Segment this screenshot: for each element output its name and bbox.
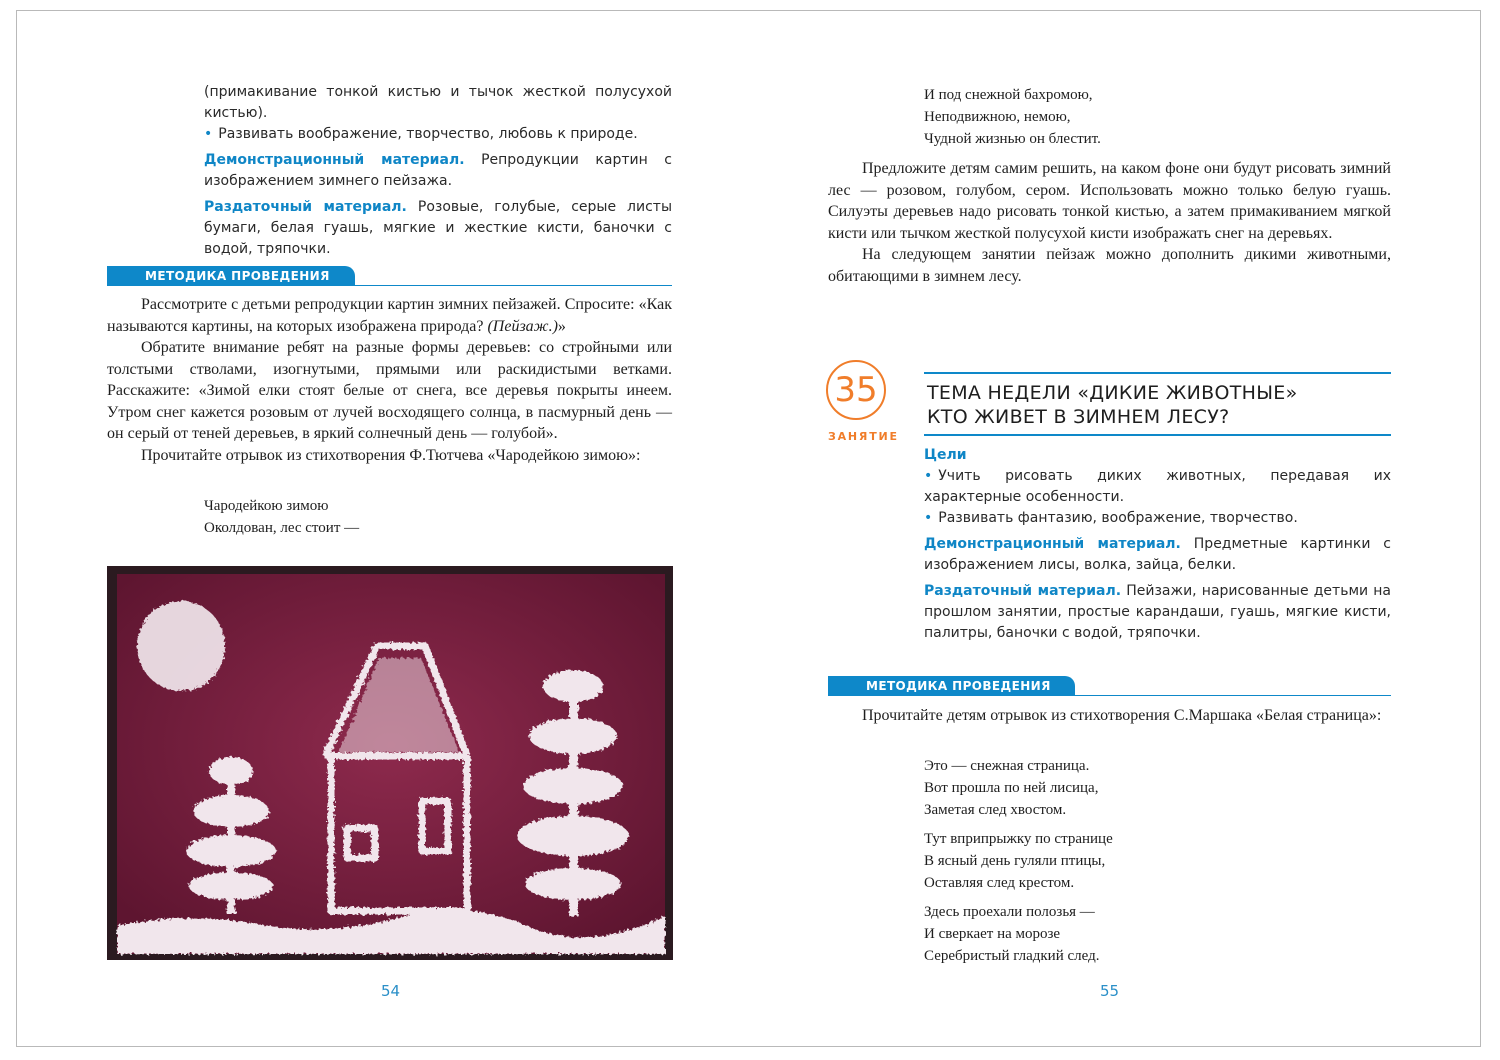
- method-heading: МЕТОДИКА ПРОВЕДЕНИЯ: [828, 676, 1075, 696]
- poem-line: Серебристый гладкий след.: [924, 948, 1100, 964]
- poem-line: Это — снежная страница.: [924, 758, 1090, 774]
- goal-bullet: • Развивать воображение, творчество, любовь к природе.: [204, 124, 672, 145]
- poem-line: Околдован, лес стоит —: [204, 520, 360, 536]
- paragraph-2: На следующем занятии пейзаж можно дополнить дикими животными, обитающими в зимнем лесу.: [828, 246, 1391, 285]
- right-body-text-2: [828, 705, 1391, 727]
- handout-material: [924, 581, 1391, 644]
- paragraph-1: Рассмотрите с детьми репродукции картин зимних пейзажей. Спросите: «Как называются картины, на которых изображена природа? (Пейзаж.)»: [107, 296, 672, 335]
- right-body-text: [828, 158, 1391, 287]
- lesson-theme-heading: [924, 372, 1391, 436]
- goals-label: Цели: [924, 447, 967, 463]
- left-goals-block: [204, 82, 672, 260]
- lesson-number: 35: [826, 360, 886, 420]
- poem-line: И под снежной бахромою,: [924, 87, 1093, 103]
- left-method-heading-bar: [107, 266, 672, 286]
- poem-line: В ясный день гуляли птицы,: [924, 853, 1106, 869]
- poem-line: Неподвижною, немою,: [924, 109, 1071, 125]
- right-poem: [924, 755, 1113, 967]
- handout-label: Раздаточный материал.: [204, 199, 407, 215]
- paragraph-1: Предложите детям самим решить, на каком фоне они будут рисовать зимний лес — розовом, голубом, сером. Использовать можно только белую гуашь. Силуэты деревьев надо рисовать тонкой кистью, а затем примакиванием мягкой кисти или тычком жесткой полусухой кисти изображать снег на деревьях.: [828, 160, 1391, 242]
- right-method-heading-bar: [828, 676, 1391, 696]
- right-goals-block: [924, 445, 1391, 644]
- right-page-number: 55: [1100, 982, 1120, 1000]
- goals-continuation: (примакивание тонкой кистью и тычок жесткой полусухой кистью).: [204, 84, 672, 121]
- poem-line: Чародейкою зимою: [204, 498, 329, 514]
- poem-stanza: [924, 755, 1113, 821]
- demo-text: Предметные картинки с изображением лисы, волка, зайца, белки.: [924, 536, 1392, 573]
- children-drawing-photo: [107, 566, 673, 960]
- drawing-illustration: [107, 566, 673, 960]
- handout-material: [204, 197, 672, 260]
- poem-stanza: [924, 901, 1113, 967]
- right-poem-continuation: [924, 84, 1101, 150]
- left-body-text: [107, 294, 672, 466]
- poem-line: Заметая след хвостом.: [924, 802, 1067, 818]
- method-heading: МЕТОДИКА ПРОВЕДЕНИЯ: [107, 266, 355, 286]
- heading-rule: [107, 285, 672, 286]
- goal-bullet: • Развивать фантазию, воображение, творчество.: [924, 508, 1391, 529]
- poem-line: Здесь проехали полозья —: [924, 904, 1095, 920]
- demo-label: Демонстрационный материал.: [204, 152, 465, 168]
- demo-material: [204, 150, 672, 192]
- left-page-number: 54: [381, 982, 401, 1000]
- lesson-title: КТО ЖИВЕТ В ЗИМНЕМ ЛЕСУ?: [927, 406, 1230, 428]
- demo-material: [924, 534, 1391, 576]
- paragraph-3: Прочитайте отрывок из стихотворения Ф.Тютчева «Чародейкою зимою»:: [141, 446, 641, 464]
- paragraph-3: Прочитайте детям отрывок из стихотворения С.Маршака «Белая страница»:: [862, 707, 1382, 724]
- poem-line: И сверкает на морозе: [924, 926, 1061, 942]
- poem-stanza: [924, 828, 1113, 894]
- handout-text: Розовые, голубые, серые листы бумаги, белая гуашь, мягкие и жесткие кисти, баночки с водой, тряпочки.: [204, 199, 673, 257]
- paragraph-2: Обратите внимание ребят на разные формы деревьев: со стройными или толстыми стволами, изогнутыми, прямыми или раскидистыми ветками. Расскажите: «Зимой елки стоят белые от снега, все деревья покрыты инеем. Утром снег кажется розовым от лучей восходящего солнца, в пасмурный день — он серый от теней деревьев, в яркий солнечный день — голубой».: [107, 339, 672, 442]
- lesson-word: ЗАНЯТИЕ: [828, 430, 899, 443]
- left-poem: [204, 495, 359, 539]
- handout-label: Раздаточный материал.: [924, 583, 1122, 599]
- poem-line: Тут вприпрыжку по странице: [924, 831, 1113, 847]
- heading-rule: [828, 695, 1391, 696]
- demo-text: Репродукции картин с изображением зимнего пейзажа.: [204, 152, 672, 189]
- demo-label: Демонстрационный материал.: [924, 536, 1181, 552]
- handout-text: Пейзажи, нарисованные детьми на прошлом занятии, простые карандаши, гуашь, мягкие кисти, палитры, баночки с водой, тряпочки.: [924, 583, 1392, 641]
- poem-line: Вот прошла по ней лисица,: [924, 780, 1099, 796]
- poem-line: Чудной жизнью он блестит.: [924, 131, 1101, 147]
- goal-bullet: • Учить рисовать диких животных, передавая их характерные особенности.: [924, 466, 1391, 508]
- theme-title: ТЕМА НЕДЕЛИ «ДИКИЕ ЖИВОТНЫЕ»: [927, 382, 1298, 404]
- lesson-number-badge: [826, 360, 896, 414]
- poem-line: Оставляя след крестом.: [924, 875, 1075, 891]
